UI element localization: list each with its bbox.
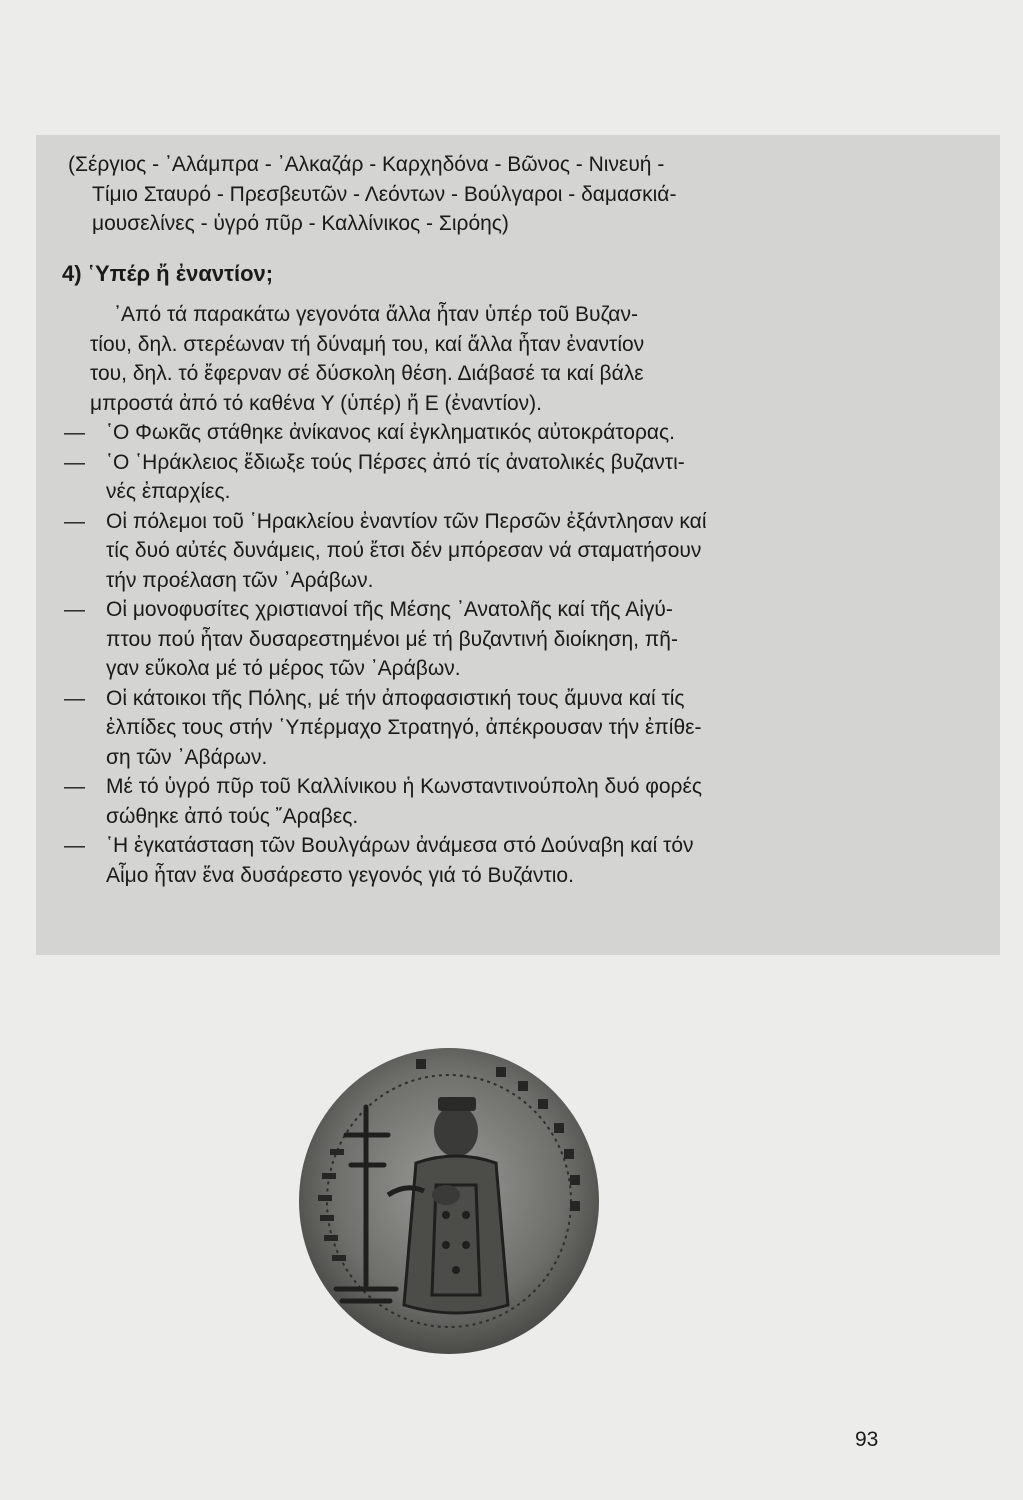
page-number: 93 xyxy=(855,1428,879,1451)
statement-line: τήν προέλαση τῶν ᾿Αράβων. xyxy=(106,568,374,592)
statement-item xyxy=(64,595,848,684)
statement-item xyxy=(64,772,848,831)
statement-line: ῾Ο Φωκᾶς στάθηκε ἀνίκανος καί ἐγκληματικός αὐτοκράτορας. xyxy=(106,421,675,444)
statement-line: σώθηκε ἀπό τούς ῎Αραβες. xyxy=(106,804,359,828)
statement-line: Οἱ μονοφυσίτες χριστιανοί τῆς Μέσης ᾿Ανατολῆς καί τῆς Αἰγύ- xyxy=(106,598,673,621)
statement-dash: — xyxy=(64,509,85,533)
statement-line: ση τῶν ᾿Αβάρων. xyxy=(106,745,268,769)
keyword-list xyxy=(68,150,848,239)
statement-line: γαν εὔκολα μέ τό μέρος τῶν ᾿Αράβων. xyxy=(106,657,461,680)
keyword-line: μουσελίνες - ὑγρό πῦρ - Καλλίνικος - Σιρόης) xyxy=(92,212,509,235)
statement-line: πτου πού ἦταν δυσαρεστημένοι μέ τή βυζαντινή διοίκηση, πῆ- xyxy=(106,627,678,651)
statement-item xyxy=(64,418,848,448)
statement-item xyxy=(64,831,848,890)
statement-item xyxy=(64,448,848,507)
exercise-text xyxy=(62,150,848,890)
section-intro xyxy=(68,300,848,418)
statement-dash: — xyxy=(64,775,85,798)
statement-dash: — xyxy=(64,450,85,474)
byzantine-coin-icon xyxy=(296,1045,602,1357)
statement-line: ῾Ο ῾Ηράκλειος ἔδιωξε τούς Πέρσες ἀπό τίς ἀνατολικές βυζαντι- xyxy=(106,450,685,474)
statement-line: Οἱ πόλεμοι τοῦ ῾Ηρακλείου ἐναντίον τῶν Περσῶν ἐξάντλησαν καί xyxy=(106,509,707,533)
intro-line: τίου, δηλ. στερέωναν τή δύναμή του, καί ἄλλα ἦταν ἐναντίον xyxy=(90,332,645,356)
statement-item xyxy=(64,684,848,773)
statement-dash: — xyxy=(64,834,85,857)
statement-list xyxy=(64,418,848,890)
section-heading: 4) ῾Υπέρ ἤ ἐναντίον; xyxy=(62,260,274,286)
statement-line: ῾Η ἐγκατάσταση τῶν Βουλγάρων ἀνάμεσα στό Δούναβη καί τόν xyxy=(106,834,694,857)
statement-line: τίς δυό αὐτές δυνάμεις, πού ἔτσι δέν μπόρεσαν νά σταματήσουν xyxy=(106,539,702,562)
intro-line: του, δηλ. τό ἔφερναν σέ δύσκολη θέση. Διάβασέ τα καί βάλε xyxy=(90,362,644,385)
statement-line: Οἱ κάτοικοι τῆς Πόλης, μέ τήν ἀποφασιστική τους ἄμυνα καί τίς xyxy=(106,686,685,710)
intro-line: ᾿Από τά παρακάτω γεγονότα ἄλλα ἦταν ὑπέρ τοῦ Βυζαν- xyxy=(114,303,638,326)
statement-item xyxy=(64,507,848,596)
statement-dash: — xyxy=(64,598,85,621)
statement-dash: — xyxy=(64,686,85,710)
statement-line: Αἶμο ἦταν ἕνα δυσάρεστο γεγονός γιά τό Βυζάντιο. xyxy=(106,863,574,887)
statement-line: ἐλπίδες τους στήν ῾Υπέρμαχο Στρατηγό, ἀπέκρουσαν τήν ἐπίθε- xyxy=(106,716,702,739)
statement-dash: — xyxy=(64,421,85,444)
keyword-line: (Σέργιος - ᾿Αλάμπρα - ᾿Αλκαζάρ - Καρχηδόνα - Βῶνος - Νινευή - xyxy=(68,153,665,176)
intro-line: μπροστά ἀπό τό καθένα Υ (ὑπέρ) ἤ Ε (ἐναντίον). xyxy=(90,391,543,415)
statement-line: νές ἐπαρχίες. xyxy=(106,480,231,503)
statement-line: Μέ τό ὑγρό πῦρ τοῦ Καλλίνικου ἡ Κωνσταντινούπολη δυό φορές xyxy=(106,775,702,798)
keyword-line: Τίμιο Σταυρό - Πρεσβευτῶν - Λεόντων - Βούλγαροι - δαμασκιά- xyxy=(92,182,677,206)
